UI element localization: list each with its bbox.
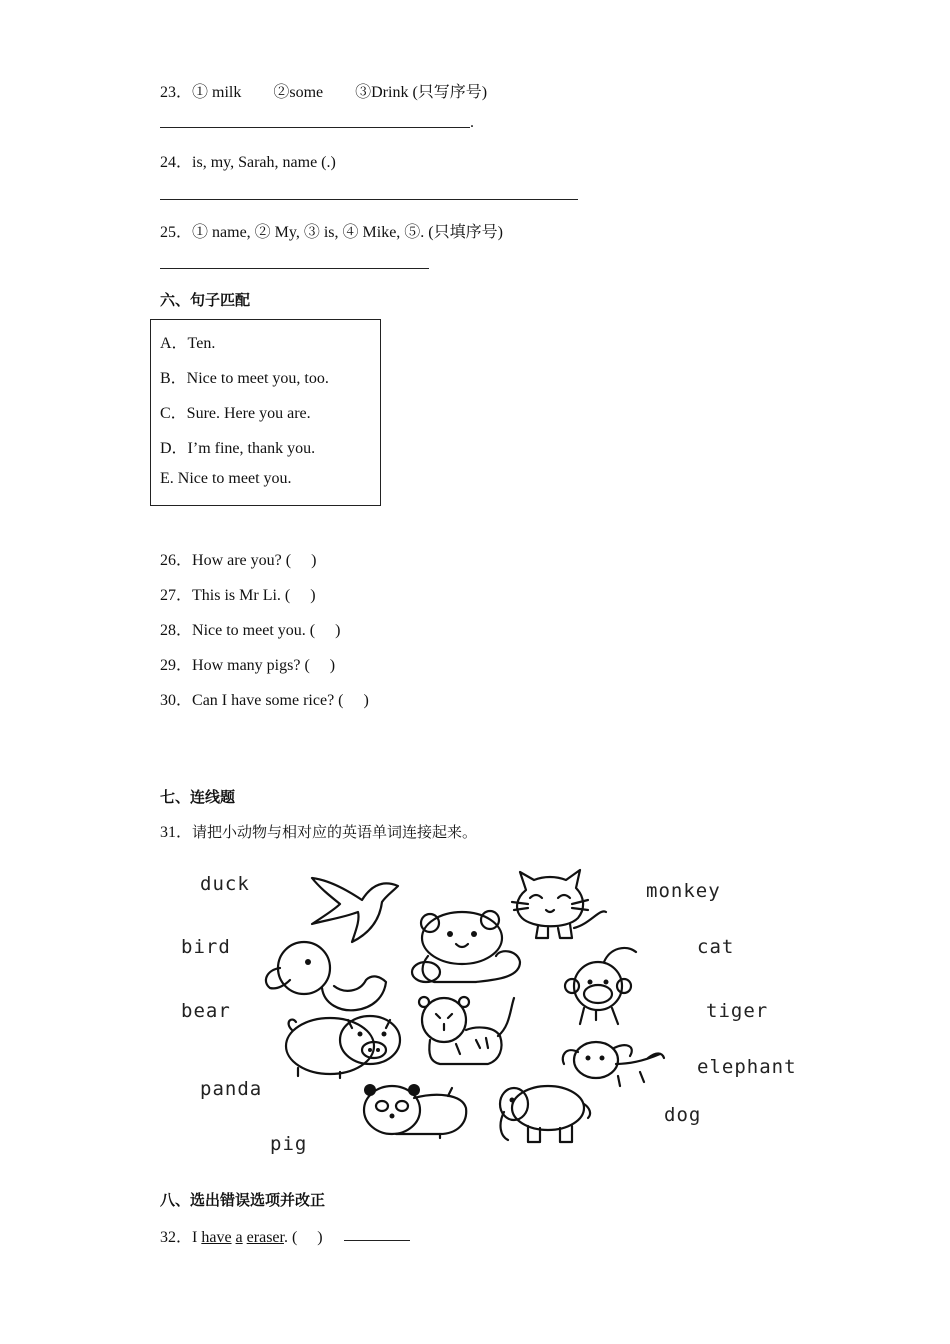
choice-e: E. Nice to meet you. xyxy=(160,470,292,487)
question-post: . ( ) xyxy=(283,1229,323,1246)
word-bear[interactable]: bear xyxy=(181,1000,231,1022)
question-text: ① milk ②some ③Drink (只写序号) xyxy=(192,84,488,101)
question-pre: I xyxy=(192,1229,202,1246)
word-duck[interactable]: duck xyxy=(200,873,250,895)
question-number: 32． xyxy=(160,1229,193,1246)
option-3: eraser xyxy=(246,1229,284,1246)
word-panda[interactable]: panda xyxy=(200,1078,263,1100)
question-text: This is Mr Li. ( ) xyxy=(192,587,316,604)
question-number: 29． xyxy=(160,657,193,674)
word-bird[interactable]: bird xyxy=(181,936,231,958)
bear-drawing[interactable] xyxy=(412,911,520,982)
question-number: 31． xyxy=(160,824,193,841)
pig-drawing[interactable] xyxy=(286,1016,400,1078)
section-7-title: 七、连线题 xyxy=(160,788,236,806)
question-number: 23． xyxy=(160,84,193,101)
duck-drawing[interactable] xyxy=(266,942,386,1010)
question-number: 28． xyxy=(160,622,193,639)
monkey-drawing[interactable] xyxy=(565,948,636,1024)
word-dog[interactable]: dog xyxy=(664,1104,702,1126)
word-tiger[interactable]: tiger xyxy=(706,1000,769,1022)
question-text: How are you? ( ) xyxy=(192,552,317,569)
section-6-title: 六、句子匹配 xyxy=(160,291,251,309)
option-1: have xyxy=(201,1229,232,1246)
question-text: Nice to meet you. ( ) xyxy=(192,622,341,639)
answer-line-32[interactable] xyxy=(344,1240,410,1241)
question-number: 27． xyxy=(160,587,193,604)
panda-drawing[interactable] xyxy=(364,1084,466,1138)
dog-drawing[interactable] xyxy=(563,1042,664,1086)
cat-drawing[interactable] xyxy=(512,870,606,938)
question-text: is, my, Sarah, name (.) xyxy=(192,154,336,171)
tiger-drawing[interactable] xyxy=(419,997,514,1064)
question-number: 30． xyxy=(160,692,193,709)
question-text: How many pigs? ( ) xyxy=(192,657,336,674)
bird-drawing[interactable] xyxy=(312,878,398,942)
question-text: 请把小动物与相对应的英语单词连接起来。 xyxy=(192,823,478,841)
word-pig[interactable]: pig xyxy=(270,1133,308,1155)
word-elephant[interactable]: elephant xyxy=(697,1056,797,1078)
question-32 xyxy=(160,1224,323,1247)
choice-c: C．Sure. Here you are. xyxy=(160,405,311,422)
section-8-title: 八、选出错误选项并改正 xyxy=(160,1191,326,1209)
question-number: 26． xyxy=(160,552,193,569)
option-2: a xyxy=(235,1229,243,1246)
question-number: 25． xyxy=(160,224,193,241)
question-number: 24． xyxy=(160,154,193,171)
choice-b: B．Nice to meet you, too. xyxy=(160,370,329,387)
choice-a: A．Ten. xyxy=(160,335,216,352)
question-text: ① name, ② My, ③ is, ④ Mike, ⑤. (只填序号) xyxy=(192,224,503,241)
word-cat[interactable]: cat xyxy=(697,936,735,958)
word-monkey[interactable]: monkey xyxy=(646,880,721,902)
question-text: Can I have some rice? ( ) xyxy=(192,692,369,709)
choice-d: D．I’m fine, thank you. xyxy=(160,440,316,457)
elephant-drawing[interactable] xyxy=(500,1086,590,1142)
answer-line-period: . xyxy=(470,114,474,131)
